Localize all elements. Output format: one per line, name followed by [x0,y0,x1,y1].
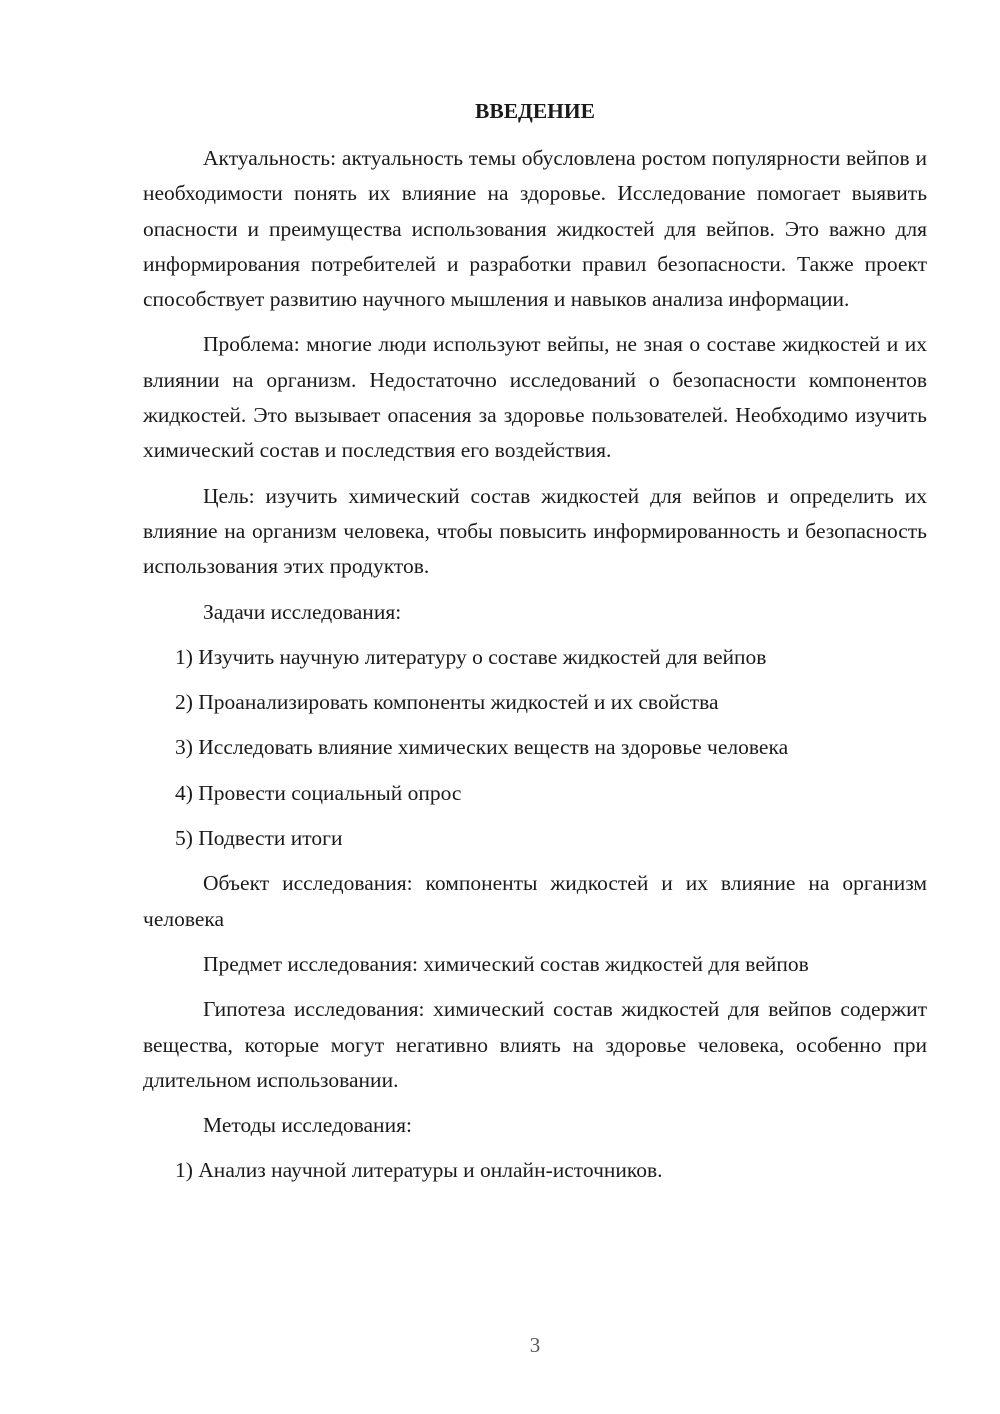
method-item: 1) Анализ научной литературы и онлайн-источников. [175,1158,663,1183]
page-body [143,94,927,1199]
goal-paragraph: Цель: изучить химический состав жидкостей для вейпов и определить их влияние на организм человека, чтобы повысить информированность и безопасность использования этих продуктов. [143,483,927,579]
task-item: 3) Исследовать влияние химических веществ на здоровье человека [175,735,789,760]
methods-title: Методы исследования: [203,1113,412,1138]
task-item: 4) Провести социальный опрос [175,780,462,805]
task-item: 5) Подвести итоги [175,826,343,851]
problem-paragraph: Проблема: многие люди используют вейпы, не зная о составе жидкостей и их влиянии на организм. Недостаточно исследований о безопасности компонентов жидкостей. Это вызывает опасения за здоровье пользователей. Необходимо изучить химический состав и последствия его воздействия. [143,332,927,463]
subject-paragraph: Предмет исследования: химический состав жидкостей для вейпов [203,951,809,976]
page-number: 3 [529,1333,541,1357]
tasks-list [143,640,927,856]
methods-list [143,1153,927,1188]
object-paragraph: Объект исследования: компоненты жидкостей и их влияние на организм человека [143,871,927,931]
section-heading: ВВЕДЕНИЕ [475,99,595,123]
tasks-title: Задачи исследования: [203,599,402,624]
hypothesis-paragraph: Гипотеза исследования: химический состав жидкостей для вейпов содержит вещества, которые могут негативно влиять на здоровье человека, особенно при длительном использовании. [143,997,927,1092]
relevance-paragraph: Актуальность: актуальность темы обусловлена ростом популярности вейпов и необходимости понять их влияние на здоровье. Исследование помогает выявить опасности и преимущества использования жидкостей для вейпов. Это важно для информирования потребителей и разработки правил безопасности. Также проект способствует развитию научного мышления и навыков анализа информации. [143,146,927,312]
task-item: 1) Изучить научную литературу о составе жидкостей для вейпов [175,644,767,669]
task-item: 2) Проанализировать компоненты жидкостей и их свойства [175,690,719,715]
